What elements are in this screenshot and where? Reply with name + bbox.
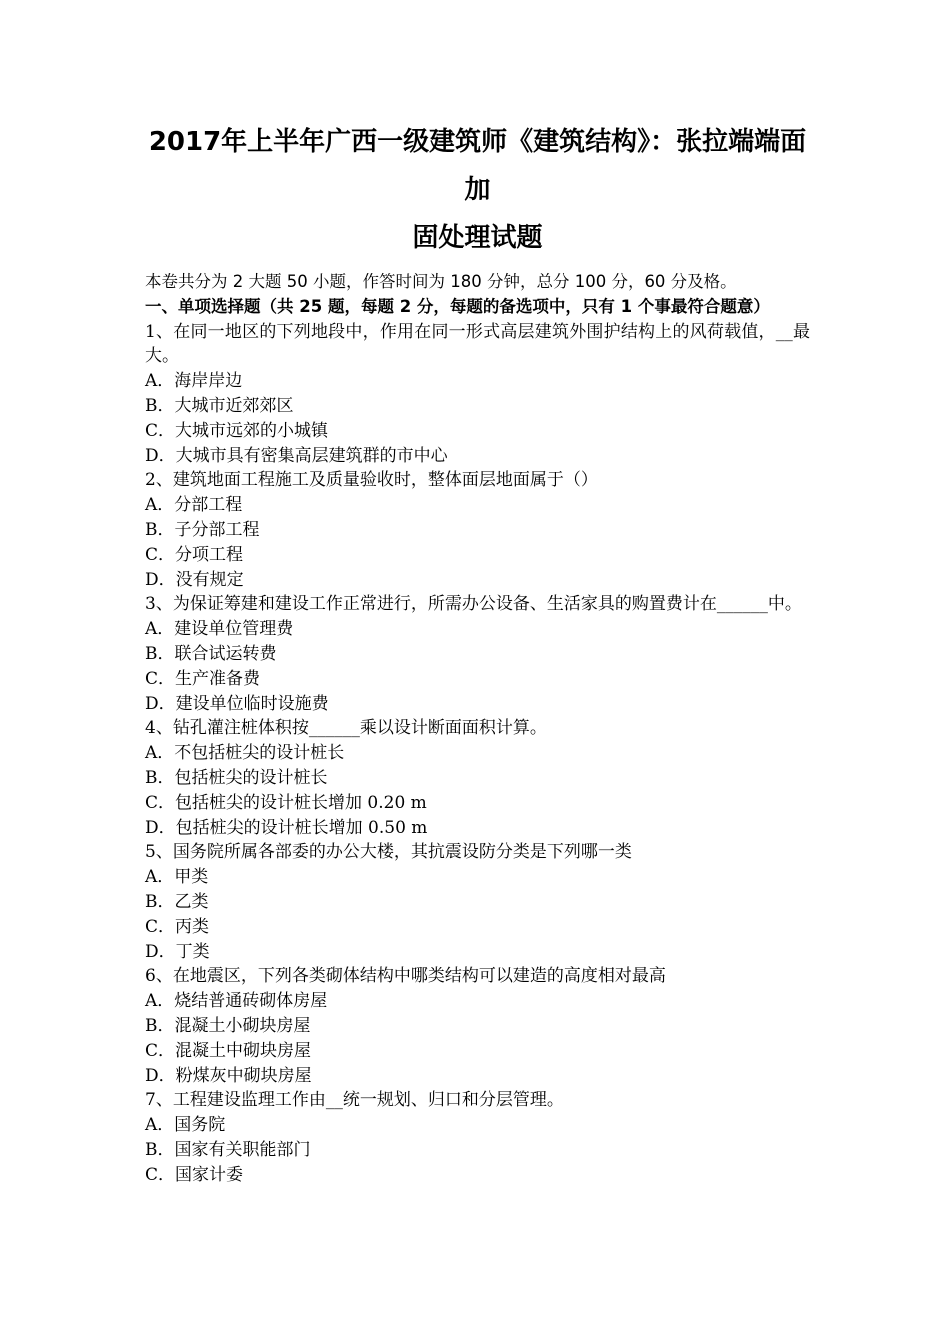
question-stem: 3、为保证筹建和建设工作正常进行，所需办公设备、生活家具的购置费计在______中。: [145, 594, 802, 615]
question-option: D．粉煤灰中砌块房屋: [145, 1065, 312, 1086]
question-option: C．国家计委: [145, 1164, 244, 1185]
question-option: B．乙类: [145, 891, 209, 912]
question-option: D．包括桩尖的设计桩长增加 0.50 m: [145, 817, 428, 838]
question-option: D．建设单位临时设施费: [145, 693, 329, 714]
document-page: [145, 118, 810, 1187]
question-stem: 4、钻孔灌注桩体积按______乘以设计断面面积计算。: [145, 718, 547, 739]
question-option: B．国家有关职能部门: [145, 1139, 311, 1160]
question-option: D．大城市具有密集高层建筑群的市中心: [145, 445, 448, 466]
question-option: D．丁类: [145, 941, 210, 962]
document-title-line-1: 2017年上半年广西一级建筑师《建筑结构》：张拉端端面加: [148, 127, 807, 205]
question-option: A．国务院: [145, 1115, 226, 1136]
question-option: C．大城市远郊的小城镇: [145, 420, 329, 441]
question-item: [145, 592, 810, 716]
question-option: A．分部工程: [145, 495, 243, 516]
question-item: [145, 468, 810, 592]
question-item: [145, 964, 810, 1088]
question-item: [145, 1088, 810, 1187]
question-option: A．甲类: [145, 867, 209, 888]
question-stem: 1、在同一地区的下列地段中，作用在同一形式高层建筑外围护结构上的风荷载值，__最大。: [145, 321, 810, 367]
question-option: C．包括桩尖的设计桩长增加 0.20 m: [145, 792, 427, 813]
question-option: B．联合试运转费: [145, 643, 277, 664]
question-item: [145, 320, 810, 469]
question-option: A．建设单位管理费: [145, 619, 294, 640]
question-option: A．海岸岸边: [145, 371, 243, 392]
section-heading: 一、单项选择题（共 25 题，每题 2 分，每题的备选项中，只有 1 个事最符合题意）: [145, 296, 770, 316]
question-option: C．混凝土中砌块房屋: [145, 1040, 312, 1061]
question-item: [145, 716, 810, 840]
question-option: A．不包括桩尖的设计桩长: [145, 743, 345, 764]
question-option: B．混凝土小砌块房屋: [145, 1015, 311, 1036]
question-option: B．包括桩尖的设计桩长: [145, 767, 328, 788]
question-stem: 2、建筑地面工程施工及质量验收时，整体面层地面属于（）: [145, 470, 598, 491]
question-option: C．丙类: [145, 916, 210, 937]
document-title: [139, 118, 816, 262]
exam-intro: 本卷共分为 2 大题 50 小题，作答时间为 180 分钟，总分 100 分，60 分及格。: [145, 272, 737, 291]
question-stem: 5、国务院所属各部委的办公大楼，其抗震设防分类是下列哪一类: [145, 842, 632, 863]
question-option: B．大城市近郊郊区: [145, 395, 294, 416]
question-option: C．生产准备费: [145, 668, 261, 689]
question-stem: 7、工程建设监理工作由__统一规划、归口和分层管理。: [145, 1090, 564, 1111]
question-list: [145, 320, 810, 1188]
question-stem: 6、在地震区，下列各类砌体结构中哪类结构可以建造的高度相对最高: [145, 966, 666, 987]
question-option: C．分项工程: [145, 544, 244, 565]
question-option: B．子分部工程: [145, 519, 260, 540]
question-option: A．烧结普通砖砌体房屋: [145, 991, 328, 1012]
document-title-line-2: 固处理试题: [412, 223, 543, 253]
question-item: [145, 840, 810, 964]
question-option: D．没有规定: [145, 569, 244, 590]
